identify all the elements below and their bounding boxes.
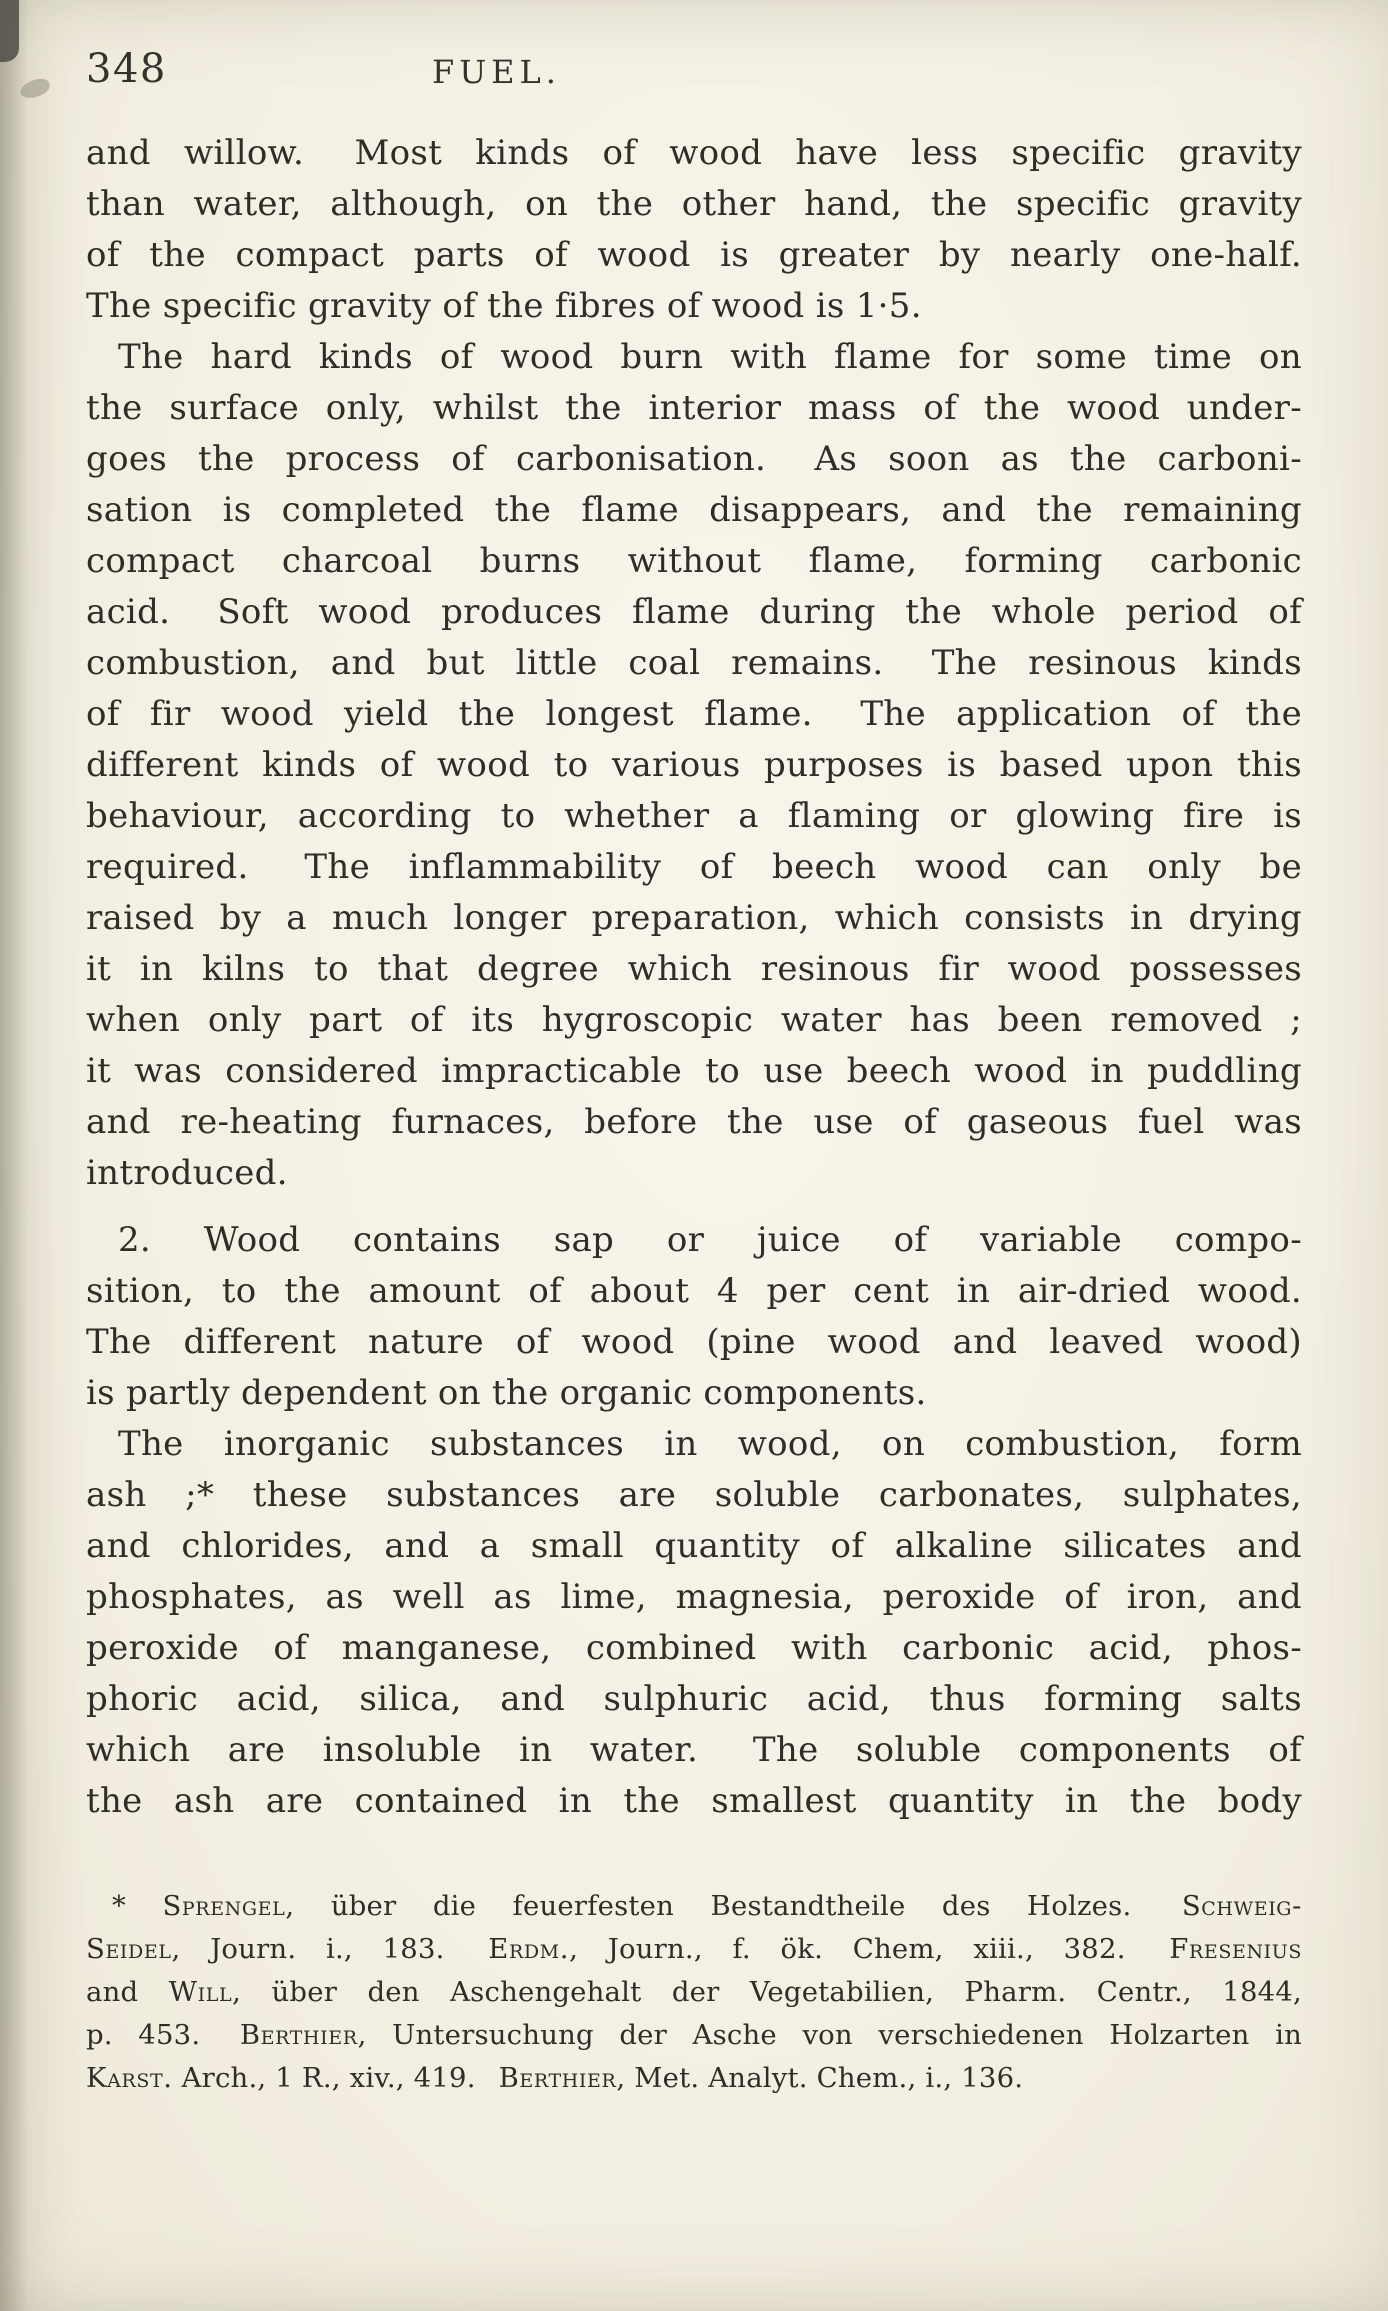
footnote-author-name: Fresenius xyxy=(1169,1933,1302,1965)
paragraph xyxy=(86,1419,1302,1827)
text-line: required. The inflammability of beech wood can only be xyxy=(86,847,1302,887)
text-line: sition, to the amount of about 4 per cent in air-dried wood. xyxy=(86,1271,1302,1311)
text-line: compact charcoal burns without flame, forming carbonic xyxy=(86,541,1302,581)
footnote-author-name: Seidel xyxy=(86,1933,172,1965)
footnote-line xyxy=(86,2057,1302,2100)
text-line: sation is completed the flame disappears, and the remaining xyxy=(86,490,1302,530)
text-line: The specific gravity of the fibres of wood is 1·5. xyxy=(86,286,922,326)
text-line: which are insoluble in water. The soluble components of xyxy=(86,1730,1302,1770)
paragraph xyxy=(86,128,1302,332)
page-header xyxy=(0,46,1388,100)
text-line: different kinds of wood to various purposes is based upon this xyxy=(86,745,1302,785)
text-line: introduced. xyxy=(86,1153,288,1193)
footnote-author-name: Erdm. xyxy=(488,1933,570,1965)
footnote-line xyxy=(86,2014,1302,2057)
text-line: and willow. Most kinds of wood have less specific gravity xyxy=(86,133,1302,173)
footnote-text: , über die feuerfesten Bestandtheile des Holzes. xyxy=(285,1890,1182,1922)
footnote-author-name: Sprengel xyxy=(162,1890,286,1922)
text-line: The different nature of wood (pine wood and leaved wood) xyxy=(86,1322,1302,1362)
text-line: behaviour, according to whether a flaming or glowing fire is xyxy=(86,796,1302,836)
text-line: The inorganic substances in wood, on combustion, form xyxy=(118,1424,1302,1464)
paragraph xyxy=(86,332,1302,1199)
footnote-line xyxy=(86,1885,1302,1928)
footnote-text: , Journ. i., 183. xyxy=(171,1933,489,1965)
running-head: FUEL. xyxy=(432,53,561,91)
footnote-author-name: Karst. xyxy=(86,2062,173,2094)
text-line: acid. Soft wood produces flame during the whole period of xyxy=(86,592,1302,632)
footnote-text: , Met. Analyt. Chem., i., 136. xyxy=(616,2062,1024,2094)
text-line: phoric acid, silica, and sulphuric acid, thus forming salts xyxy=(86,1679,1302,1719)
text-line: of fir wood yield the longest flame. The application of the xyxy=(86,694,1302,734)
text-line: and re-heating furnaces, before the use of gaseous fuel was xyxy=(86,1102,1302,1142)
text-line: when only part of its hygroscopic water has been removed ; xyxy=(86,1000,1302,1040)
footnote-text: Arch., 1 R., xiv., 419. xyxy=(172,2062,499,2094)
footnote-text: , über den Aschengehalt der Vegetabilien, Pharm. Centr., 1844, xyxy=(232,1976,1302,2008)
footnote-text: and xyxy=(86,1976,169,2008)
text-line: raised by a much longer preparation, which consists in drying xyxy=(86,898,1302,938)
text-line: than water, although, on the other hand, the specific gravity xyxy=(86,184,1302,224)
footnote-author-name: Berthier xyxy=(239,2019,358,2051)
text-line: 2. Wood contains sap or juice of variable compo- xyxy=(118,1220,1302,1260)
page-content xyxy=(86,128,1302,2100)
footnote-text: , Journ., f. ök. Chem, xiii., 382. xyxy=(569,1933,1170,1965)
text-line: of the compact parts of wood is greater by nearly one-half. xyxy=(86,235,1302,275)
page-number: 348 xyxy=(86,46,167,92)
text-line: it was considered impracticable to use beech wood in puddling xyxy=(86,1051,1302,1091)
footnote-author-name: Berthier xyxy=(498,2062,617,2094)
text-line: The hard kinds of wood burn with flame for some time on xyxy=(118,337,1302,377)
body-text xyxy=(86,128,1302,1827)
footnote xyxy=(86,1885,1302,2100)
text-line: it in kilns to that degree which resinous fir wood possesses xyxy=(86,949,1302,989)
footnote-author-name: Schweig- xyxy=(1181,1890,1302,1922)
paragraph xyxy=(86,1215,1302,1419)
footnote-author-name: Will xyxy=(168,1976,233,2008)
footnote-text: p. 453. xyxy=(86,2019,240,2051)
text-line: ash ;* these substances are soluble carbonates, sulphates, xyxy=(86,1475,1302,1515)
text-line: goes the process of carbonisation. As soon as the carboni- xyxy=(86,439,1302,479)
text-line: and chlorides, and a small quantity of alkaline silicates and xyxy=(86,1526,1302,1566)
footnote-text: , Untersuchung der Asche von verschiedenen Holzarten in xyxy=(357,2019,1303,2051)
footnote-text: * xyxy=(112,1890,163,1922)
footnote-line xyxy=(86,1971,1302,2014)
footnote-line xyxy=(86,1928,1302,1971)
text-line: the ash are contained in the smallest quantity in the body xyxy=(86,1781,1302,1821)
text-line: peroxide of manganese, combined with carbonic acid, phos- xyxy=(86,1628,1302,1668)
text-line: phosphates, as well as lime, magnesia, peroxide of iron, and xyxy=(86,1577,1302,1617)
scan-edge-shadow xyxy=(0,0,28,2311)
text-line: the surface only, whilst the interior mass of the wood under- xyxy=(86,388,1302,428)
text-line: combustion, and but little coal remains. The resinous kinds xyxy=(86,643,1302,683)
text-line: is partly dependent on the organic components. xyxy=(86,1373,927,1413)
